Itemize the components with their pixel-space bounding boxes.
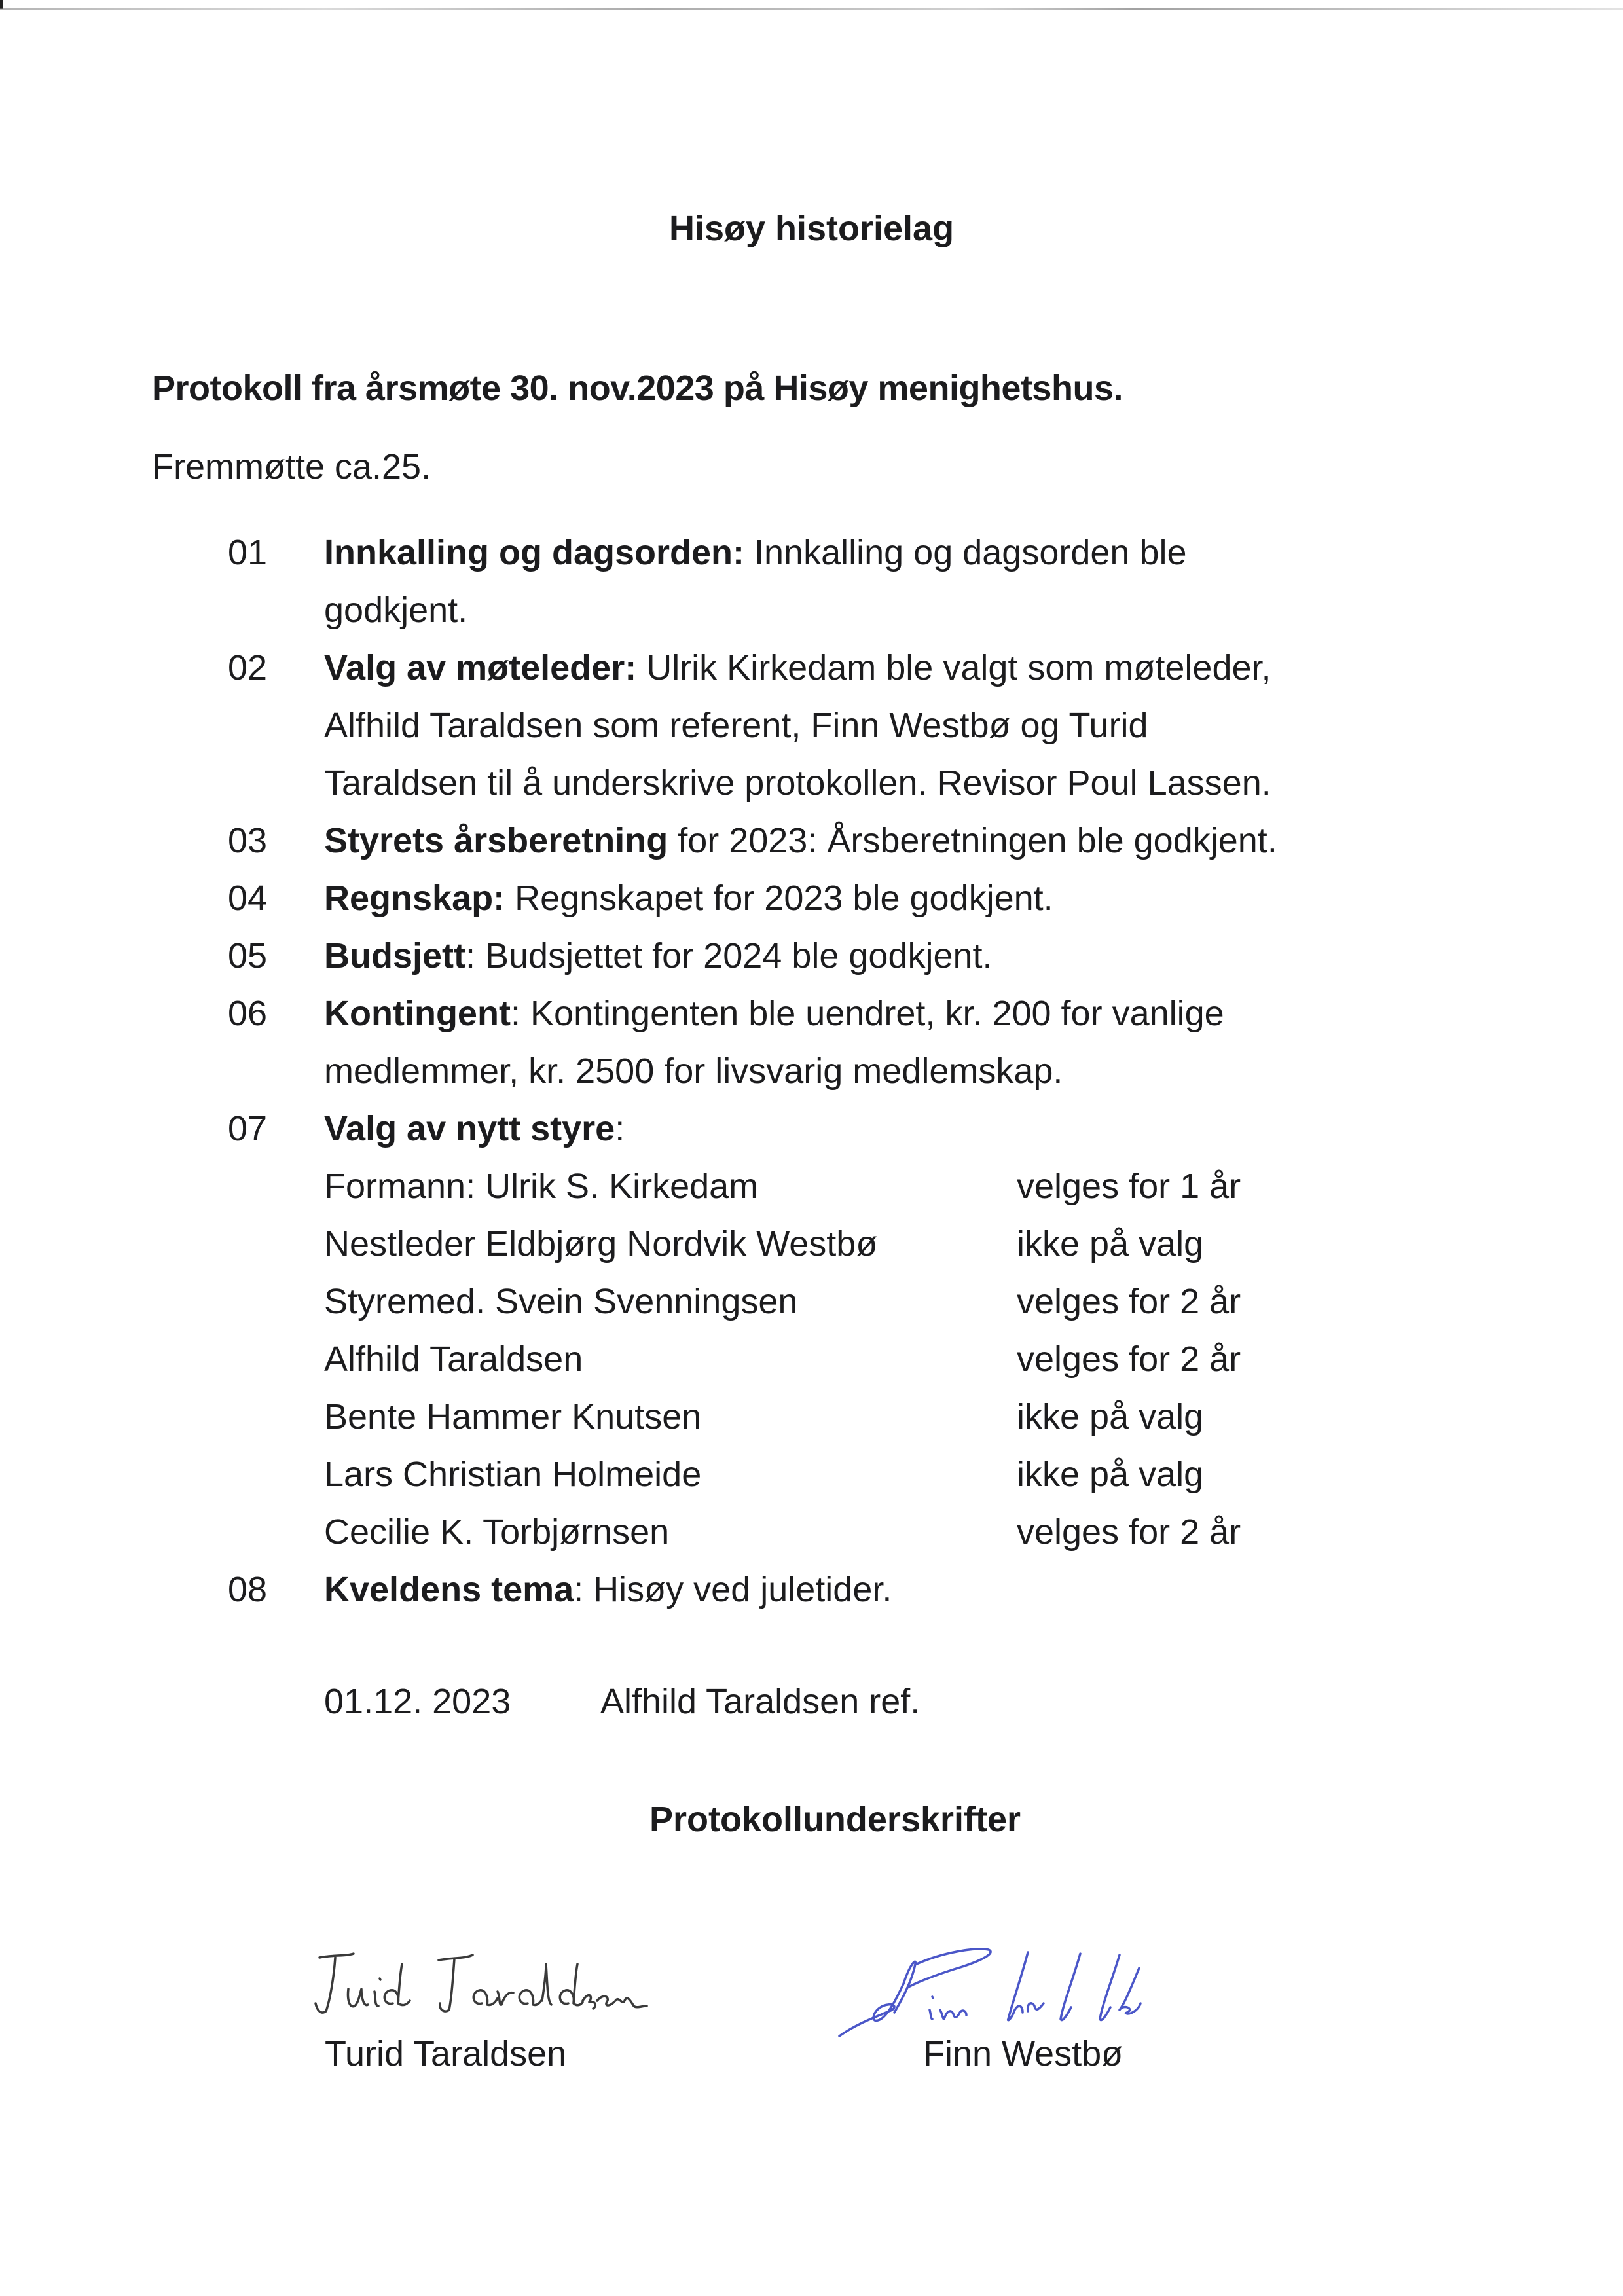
organization-title: Hisøy historielag	[668, 209, 955, 248]
agenda-item-text: : Kontingenten ble uendret, kr. 200 for vanlige	[510, 994, 1224, 1033]
agenda-item-text: Ulrik Kirkedam ble valgt som møteleder,	[636, 648, 1271, 687]
board-member-status: velges for 2 år	[1017, 1512, 1241, 1552]
board-row	[324, 1215, 1472, 1273]
agenda-item-label: Kveldens tema	[324, 1570, 574, 1609]
agenda-item-text: Innkalling og dagsorden ble	[744, 533, 1187, 572]
agenda-item-label: Styrets årsberetning	[324, 821, 668, 860]
agenda-item	[228, 524, 1472, 639]
agenda-item-text: godkjent.	[324, 591, 468, 630]
board-member-status: velges for 2 år	[1017, 1339, 1241, 1379]
agenda-item	[228, 927, 1472, 985]
agenda-item-label: Kontingent	[324, 994, 511, 1033]
agenda-item-text: for 2023: Årsberetningen ble godkjent.	[668, 821, 1277, 860]
board-member-status: ikke på valg	[1017, 1455, 1204, 1494]
board-member-name: Cecilie K. Torbjørnsen	[324, 1512, 670, 1552]
agenda-item-text: Alfhild Taraldsen som referent, Finn Westbø og Turid	[324, 706, 1148, 745]
agenda-item	[228, 639, 1472, 812]
agenda-item-number: 06	[228, 994, 268, 1033]
referent-name: Alfhild Taraldsen ref.	[600, 1682, 921, 1721]
minutes-date: 01.12. 2023	[324, 1682, 511, 1721]
agenda-item-number: 05	[228, 936, 268, 975]
agenda-item-label: Innkalling og dagsorden:	[324, 533, 745, 572]
agenda-item	[228, 812, 1472, 869]
minutes-heading: Protokoll fra årsmøte 30. nov.2023 på Hisøy menighetshus.	[152, 369, 1123, 408]
signer-name-left: Turid Taraldsen	[325, 2034, 567, 2073]
board-row	[324, 1330, 1472, 1388]
signer-name-right: Finn Westbø	[923, 2034, 1123, 2073]
attendance-text: Fremmøtte ca.25.	[152, 447, 431, 486]
board-member-name: Styremed. Svein Svenningsen	[324, 1282, 798, 1321]
board-election-table	[324, 1157, 1472, 1561]
board-row	[324, 1388, 1472, 1446]
agenda-item-number: 04	[228, 879, 268, 918]
agenda-item	[228, 869, 1472, 927]
board-member-status: velges for 1 år	[1017, 1167, 1241, 1206]
agenda-item	[228, 1561, 1472, 1618]
board-member-name: Alfhild Taraldsen	[324, 1339, 583, 1379]
board-row	[324, 1446, 1472, 1503]
signature-block-left	[301, 1938, 707, 2074]
agenda-item	[228, 1100, 1472, 1561]
agenda-item-number: 07	[228, 1109, 268, 1148]
agenda-item-text: :	[615, 1109, 625, 1148]
agenda-item-number: 01	[228, 533, 268, 572]
agenda-item	[228, 985, 1472, 1100]
agenda-item-text: Regnskapet for 2023 ble godkjent.	[505, 879, 1053, 918]
board-member-name: Formann: Ulrik S. Kirkedam	[324, 1167, 759, 1206]
board-member-name: Bente Hammer Knutsen	[324, 1397, 702, 1436]
board-member-name: Lars Christian Holmeide	[324, 1455, 702, 1494]
agenda-item-label: Valg av nytt styre	[324, 1109, 615, 1148]
agenda-item-text: : Hisøy ved juletider.	[574, 1570, 892, 1609]
board-member-status: ikke på valg	[1017, 1224, 1204, 1264]
agenda-list	[228, 524, 1472, 1618]
agenda-item-number: 02	[228, 648, 268, 687]
agenda-item-text: medlemmer, kr. 2500 for livsvarig medlemskap.	[324, 1051, 1063, 1091]
agenda-item-text: Taraldsen til å underskrive protokollen. Revisor Poul Lassen.	[324, 763, 1271, 803]
board-member-status: ikke på valg	[1017, 1397, 1204, 1436]
date-and-referent	[324, 1681, 920, 1722]
board-member-status: velges for 2 år	[1017, 1282, 1241, 1321]
board-row	[324, 1503, 1472, 1561]
scan-edge-line	[0, 8, 1623, 10]
handwritten-signature-turid	[301, 1938, 707, 2030]
agenda-item-number: 03	[228, 821, 268, 860]
board-row	[324, 1273, 1472, 1330]
board-row	[324, 1157, 1472, 1215]
agenda-item-label: Valg av møteleder:	[324, 648, 637, 687]
handwritten-signature-finn	[831, 1938, 1290, 2043]
agenda-item-label: Regnskap:	[324, 879, 505, 918]
signature-block-right	[831, 1938, 1290, 2074]
board-member-name: Nestleder Eldbjørg Nordvik Westbø	[324, 1224, 878, 1264]
agenda-item-label: Budsjett	[324, 936, 465, 975]
agenda-item-text: : Budsjettet for 2024 ble godkjent.	[465, 936, 993, 975]
signatures-heading: Protokollunderskrifter	[649, 1800, 1021, 1839]
agenda-item-number: 08	[228, 1570, 268, 1609]
